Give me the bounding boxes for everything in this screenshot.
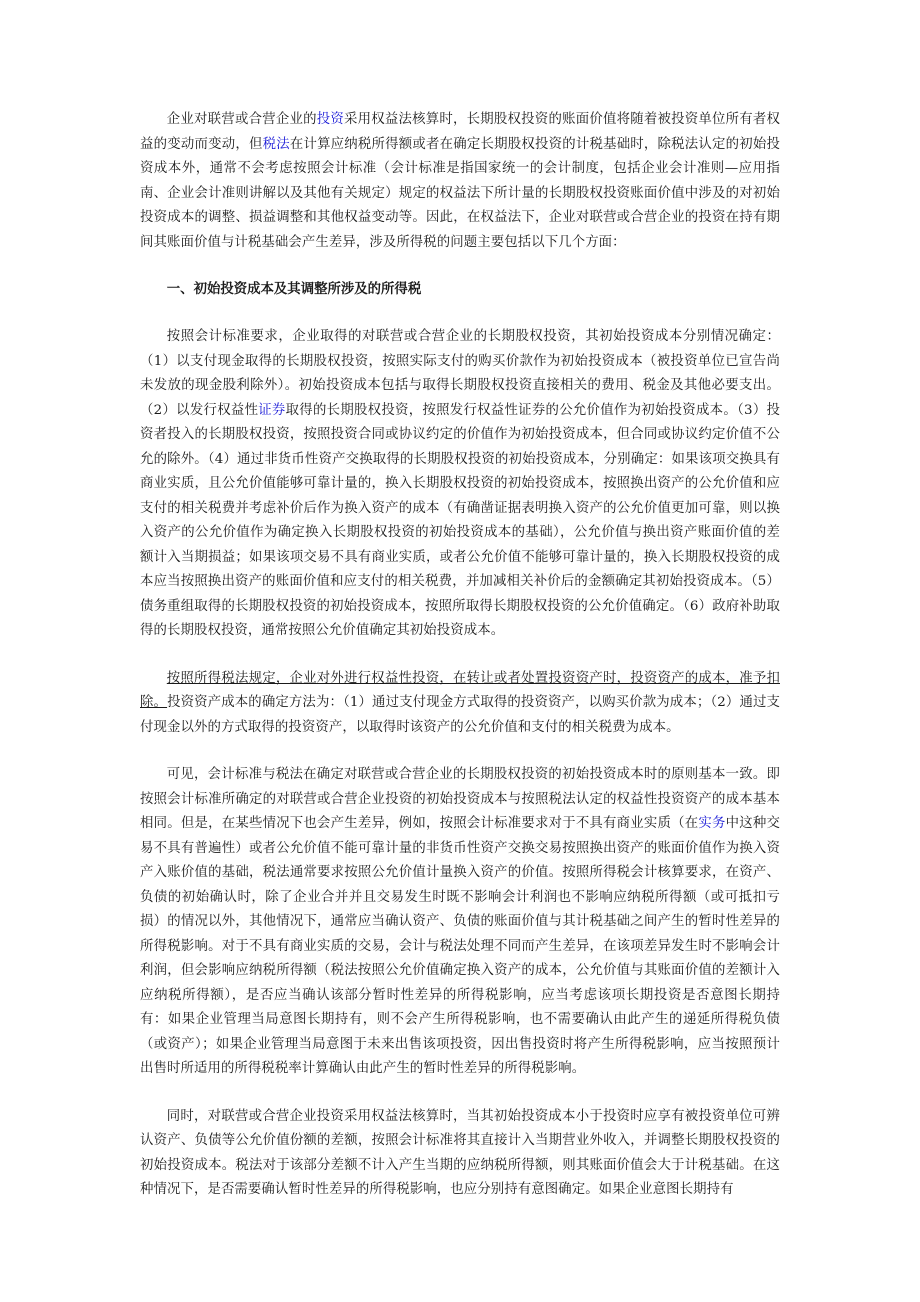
link-securities[interactable]: 证券 — [258, 402, 286, 418]
tax-law-text: 投资资产成本的确定方法为：（1）通过支付现金方式取得的投资资产，以购买价款为成本；（2）通过支付现金以外的方式取得的投资资产，以取得时该资产的公允价值和支付的相关税费为成本。 — [140, 695, 780, 735]
accounting-text-1: 按照会计标准要求，企业取得的对联营或合营企业的长期股权投资，其初始投资成本分别情况确定：（1）以支付现金取得的长期股权投资，按照实际支付的购买价款作为初始投资成本（被投资单位已宣告尚未发放的现金股利除外）。初始投资成本包括与取得长期股权投资直接相关的费用、税金及其他必要支出。（2）以发行权益性 — [140, 329, 780, 418]
intro-text-3: 在计算应纳税所得额或者在确定长期股权投资的计税基础时，除税法认定的初始投资成本外，通常不会考虑按照会计标准（会计标准是指国家统一的会计制度，包括企业会计准则—应用指南、企业会计准则讲解以及其他有关规定）规定的权益法下所计量的长期股权投资账面价值中涉及的对初始投资成本的调整、损益调整和其他权益变动等。因此，在权益法下，企业对联营或合营企业的投资在持有期间其账面价值与计税基础会产生差异，涉及所得税的问题主要包括以下几个方面： — [140, 136, 780, 250]
comparison-text-2: 中这种交易不具有普遍性）或者公允价值不能可靠计量的非货币性资产交换交易按照换出资产的账面价值作为换入资产入账价值的基础，税法通常要求按照公允价值计量换入资产的价值。按照所得税会计核算要求，在资产、负债的初始确认时，除了企业合并并且交易发生时既不影响会计利润也不影响应纳税所得额（或可抵扣亏损）的情况以外，其他情况下，通常应当确认资产、负债的账面价值与其计税基础之间产生的暂时性差异的所得税影响。对于不具有商业实质的交易，会计与税法处理不同而产生差异，在该项差异发生时不影响会计利润，但会影响应纳税所得额（税法按照公允价值确定换入资产的成本，公允价值与其账面价值的差额计入应纳税所得额），是否应当确认该部分暂时性差异的所得税影响，应当考虑该项长期投资是否意图长期持有：如果企业管理当局意图长期持有，则不会产生所得税影响，也不需要确认由此产生的递延所得税负债（或资产）；如果企业管理当局意图于未来出售该项投资，因出售投资时将产生所得税影响，应当按照预计出售时所适用的所得税税率计算确认由此产生的暂时性差异的所得税影响。 — [140, 816, 780, 1076]
accounting-text-2: 取得的长期股权投资，按照发行权益性证券的公允价值作为初始投资成本。（3）投资者投入的长期股权投资，按照投资合同或协议约定的价值作为初始投资成本，但合同或协议约定价值不公允的除外。（4）通过非货币性资产交换取得的长期股权投资的初始投资成本，分别确定：如果该项交换具有商业实质，且公允价值能够可靠计量的，换入长期股权投资的初始投资成本，按照换出资产的公允价值和应支付的相关税费并考虑补价后作为换入资产的成本（有确凿证据表明换入资产的公允价值更加可靠，则以换入资产的公允价值作为确定换入长期股权投资的初始投资成本的基础），公允价值与换出资产账面价值的差额计入当期损益；如果该项交易不具有商业实质，或者公允价值不能够可靠计量的，换入长期股权投资的成本应当按照换出资产的账面价值和应支付的相关税费，并加减相关补价后的金额确定其初始投资成本。（5）债务重组取得的长期股权投资的初始投资成本，按照所取得长期股权投资的公允价值确定。（6）政府补助取得的长期股权投资，通常按照公允价值确定其初始投资成本。 — [140, 402, 780, 638]
intro-text-2: 采用权益法核算时，长期股权投资的账面价值将随着被投资单位所有者权益的变动而变动，但 — [140, 112, 781, 152]
section-heading: 一、初始投资成本及其调整所涉及的所得税 — [166, 282, 422, 297]
paragraph-intro — [140, 108, 780, 255]
link-investment[interactable]: 投资 — [316, 112, 344, 127]
paragraph-equity-method — [140, 1105, 780, 1203]
tax-law-underlined: 按照所得税法规定，企业对外进行权益性投资，在转让或者处置投资资产时，投资资产的成本，准予扣除。 — [140, 670, 780, 710]
paragraph-tax-law — [140, 667, 780, 741]
document-page — [140, 108, 780, 1226]
link-practice[interactable]: 实务 — [698, 816, 726, 831]
comparison-text-1: 可见，会计标准与税法在确定对联营或合营企业的长期股权投资的初始投资成本时的原则基本一致。即按照会计标准所确定的对联营或合营企业投资的初始投资成本与按照税法认定的权益性投资资产的成本基本相同。但是，在某些情况下也会产生差异，例如，按照会计标准要求对于不具有商业实质（在 — [140, 767, 780, 831]
paragraph-comparison — [140, 763, 780, 1082]
intro-text-1: 企业对联营或合营企业的 — [166, 112, 317, 127]
paragraph-accounting-standard — [140, 325, 780, 644]
equity-method-text: 同时，对联营或合营企业投资采用权益法核算时，当其初始投资成本小于投资时应享有被投资单位可辨认资产、负债等公允价值份额的差额，按照会计标准将其直接计入当期营业外收入，并调整长期股权投资的初始投资成本。税法对于该部分差额不计入产生当期的应纳税所得额，则其账面价值会大于计税基础。在这种情况下，是否需要确认暂时性差异的所得税影响，也应分别持有意图确定。如果企业意图长期持有 — [140, 1108, 780, 1197]
link-tax-law[interactable]: 税法 — [262, 136, 290, 152]
